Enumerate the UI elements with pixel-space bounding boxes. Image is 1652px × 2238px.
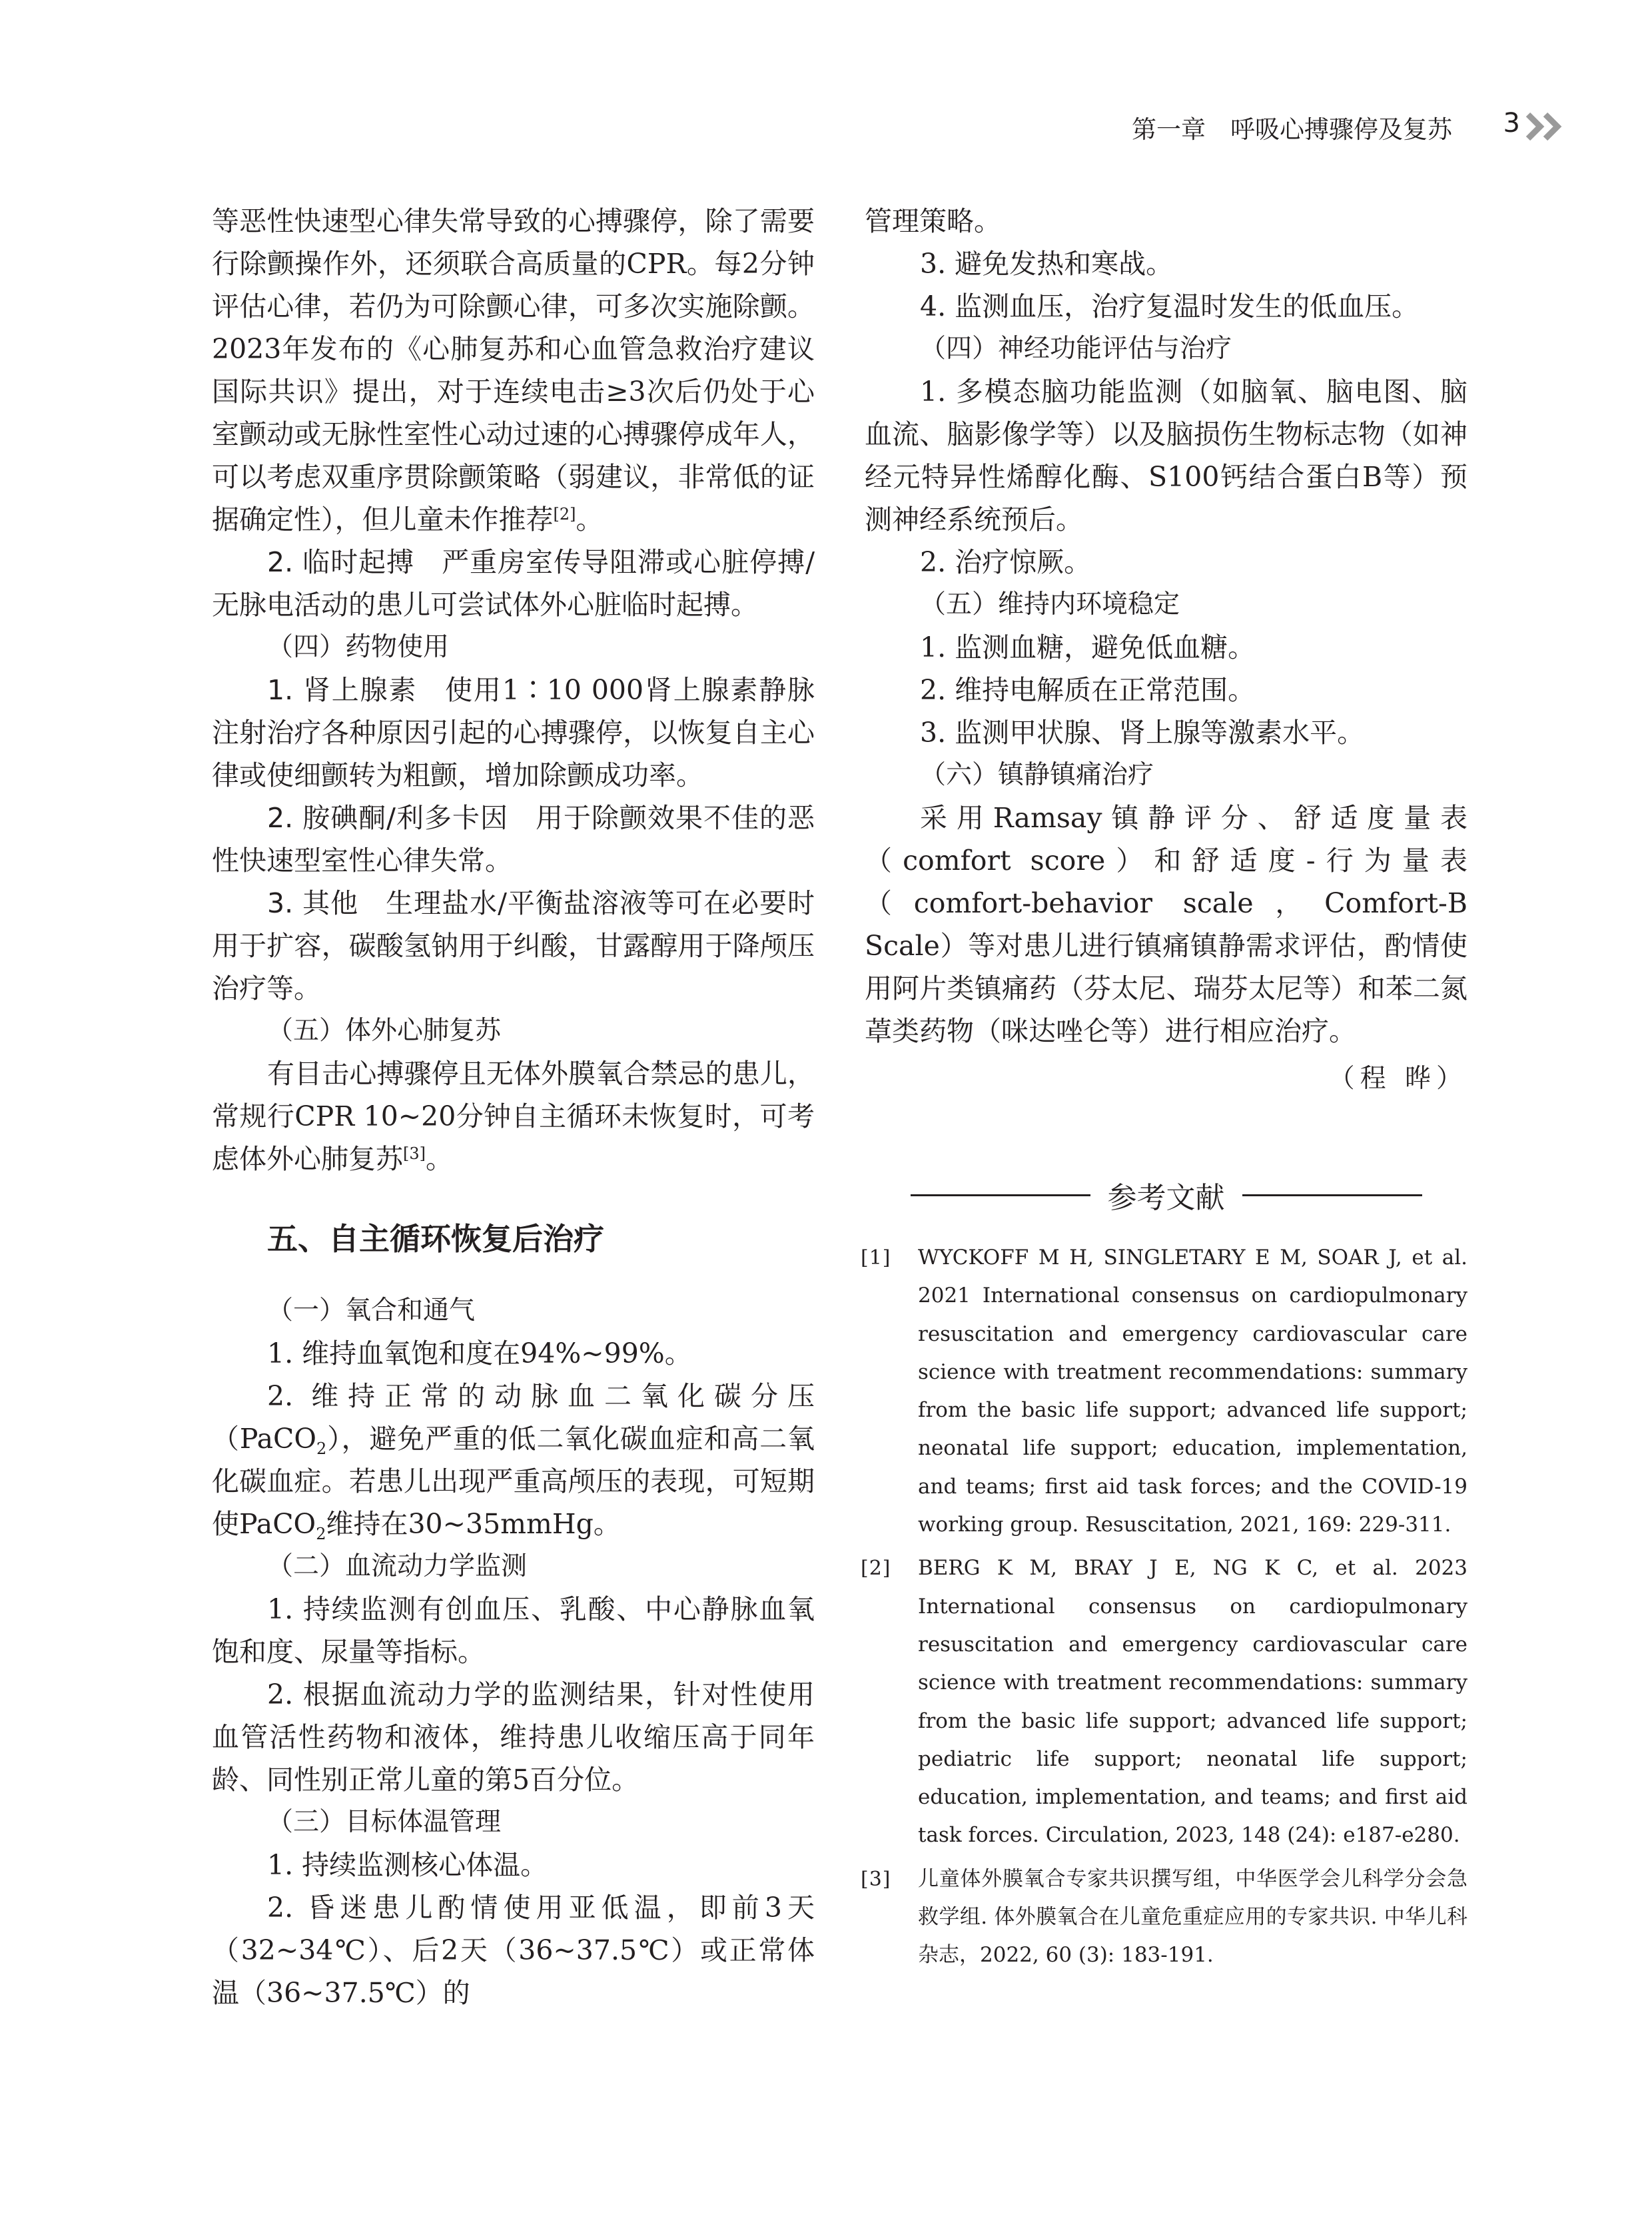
hemodynamics-item-2: 2. 根据血流动力学的监测结果，针对性使用血管活性药物和液体，维持患儿收缩压高于同年龄、同性别正常儿童的第5百分位。 [212,1678,815,1796]
environment-item-3: 3. 监测甲状腺、肾上腺等激素水平。 [920,717,1365,749]
references-title: 参考文献 [1107,1181,1225,1215]
author-signature: （程 晔） [1328,1064,1467,1094]
environment-item-2: 2. 维持电解质在正常范围。 [920,674,1256,706]
page-number: 3 [1503,108,1520,139]
subheading-oxygenation: （一）氧合和通气 [267,1296,476,1325]
continued-text: 管理策略。 [865,205,1001,237]
subheading-hemodynamics: （二）血流动力学监测 [267,1551,528,1581]
pacing-paragraph: 2. 临时起搏 严重房室传导阻滞或心脏停搏/无脉电活动的患儿可尝试体外心脏临时起搏。 [212,546,815,621]
drug-item-epinephrine: 1. 肾上腺素 使用1∶10 000肾上腺素静脉注射治疗各种原因引起的心搏骤停，以恢复自主心律或使细颤转为粗颤，增加除颤成功率。 [212,674,815,791]
drug-item-amiodarone: 2. 胺碘酮/利多卡因 用于除颤效果不佳的恶性快速型室性心律失常。 [212,802,815,877]
neuro-item-2: 2. 治疗惊厥。 [920,546,1092,578]
references-list [861,1239,1467,1975]
environment-item-1: 1. 监测血糖，避免低血糖。 [920,631,1256,663]
reference-number: [1] [861,1246,891,1270]
section-heading-rosc: 五、自主循环恢复后治疗 [267,1221,604,1257]
subheading-drugs: （四）药物使用 [267,632,450,662]
subheading-environment: （五）维持内环境稳定 [920,589,1180,619]
sedation-paragraph: 采用Ramsay镇静评分、舒适度量表（comfort score）和舒适度-行为量表（comfort-behavior scale，Comfort-B Scale）等对患儿进行镇痛镇静需求评估，酌情使用阿片类镇痛药（芬太尼、瑞芬太尼等）和苯二氮䓬类药物（咪达唑仑等）进行相应治疗。 [865,802,1467,1047]
temperature-item-4: 4. 监测血压，治疗复温时发生的低血压。 [920,290,1420,322]
reference-item: [3] 儿童体外膜氧合专家共识撰写组，中华医学会儿科学分会急救学组. 体外膜氧合在儿童危重症应用的专家共识. 中华儿科杂志，2022, 60 (3): 183-191. [865,1860,1467,1975]
neuro-item-1: 1. 多模态脑功能监测（如脑氧、脑电图、脑血流、脑影像学等）以及脑损伤生物标志物（如神经元特异性烯醇化酶、S100钙结合蛋白B等）预测神经系统预后。 [865,376,1467,536]
divider-right [1242,1194,1422,1196]
running-header [1039,100,1592,153]
subheading-neuro: （四）神经功能评估与治疗 [920,334,1232,364]
left-column [212,200,815,2014]
chapter-title: 第一章 呼吸心搏骤停及复苏 [1132,115,1452,144]
drug-item-other: 3. 其他 生理盐水/平衡盐溶液等可在必要时用于扩容，碳酸氢钠用于纠酸，甘露醇用于降颅压治疗等。 [212,887,815,1004]
intro-paragraph: 等恶性快速型心律失常导致的心搏骤停，除了需要行除颤操作外，还须联合高质量的CPR。每2分钟评估心律，若仍为可除颤心律，可多次实施除颤。2023年发布的《心肺复苏和心血管急救治疗建议国际共识》提出，对于连续电击≥3次后仍处于心室颤动或无脉性室性心动过速的心搏骤停成年人，可以考虑双重序贯除颤策略（弱建议，非常低的证据确定性），但儿童未作推荐[2]。 [212,205,815,536]
citation-2: [2] [553,505,576,524]
reference-item: [2] BERG K M, BRAY J E, NG K C, et al. 2023 International consensus on cardiopulmonary resuscitation and emergency cardiovascular care science with treatment recommendations: summary from the basic life support; advanced life support; pediatric life support; neonatal life support; education, implementation, and teams; and first aid task forces. Circulation, 2023, 148 (24): e187-e280. [865,1549,1467,1854]
reference-number: [3] [861,1867,891,1891]
reference-item: [1] WYCKOFF M H, SINGLETARY E M, SOAR J, et al. 2021 International consensus on cardiopulmonary resuscitation and emergency cardiovascular care science with treatment recommendations: summary from the basic life support; advanced life support; neonatal life support; education, implementation, and teams; first aid task forces; and the COVID-19 working group. Resuscitation, 2021, 169: 229-311. [865,1239,1467,1544]
double-chevron-right-icon [1524,112,1565,141]
reference-number: [2] [861,1557,891,1581]
hemodynamics-item-1: 1. 持续监测有创血压、乳酸、中心静脉血氧饱和度、尿量等指标。 [212,1593,815,1668]
citation-3: [3] [403,1144,426,1163]
ecpr-paragraph: 有目击心搏骤停且无体外膜氧合禁忌的患儿，常规行CPR 10~20分钟自主循环未恢复时，可考虑体外心肺复苏[3]。 [212,1058,815,1175]
temperature-item-2: 2. 昏迷患儿酌情使用亚低温，即前3天（32~34℃）、后2天（36~37.5℃）或正常体温（36~37.5℃）的 [212,1892,815,2009]
subheading-temperature: （三）目标体温管理 [267,1807,502,1837]
pacing-lead: 2. 临时起搏 [267,546,415,578]
oxygenation-item-1: 1. 维持血氧饱和度在94%~99%。 [267,1337,692,1369]
subheading-ecpr: （五）体外心肺复苏 [267,1016,502,1046]
references-header [865,1174,1467,1216]
temperature-item-3: 3. 避免发热和寒战。 [920,248,1174,280]
oxygenation-item-2: 2. 维持正常的动脉血二氧化碳分压（PaCO$_2$），避免严重的低二氧化碳血症和高二氧化碳血症。若患儿出现严重高颅压的表现，可短期使PaCO$_2$维持在30~35mmHg。 [212,1380,815,1544]
right-column [861,200,1467,1980]
subheading-sedation: （六）镇静镇痛治疗 [920,760,1154,790]
divider-left [911,1194,1090,1196]
temperature-item-1: 1. 持续监测核心体温。 [267,1849,548,1881]
